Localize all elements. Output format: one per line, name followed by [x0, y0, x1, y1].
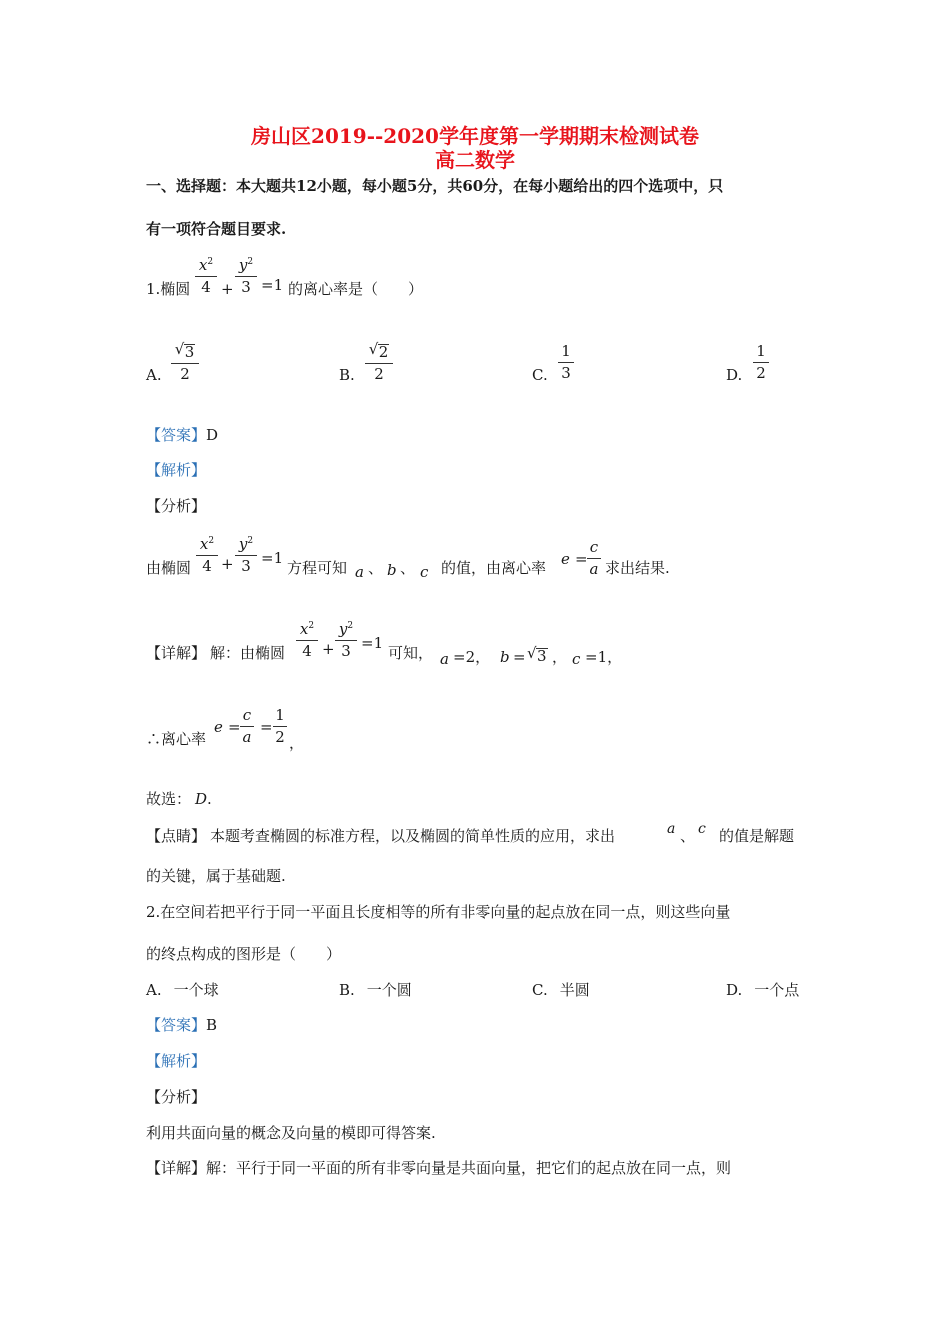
e-symbol: e [214, 718, 223, 736]
document-subtitle: 高二数学 [435, 148, 515, 172]
q1-plus: + [221, 280, 234, 298]
fenxi-rhs: =1 [261, 549, 284, 567]
detail-c-val: =1， [585, 648, 623, 666]
fenxi-sep2: 、 [400, 559, 416, 577]
fenxi-c: c [420, 563, 429, 581]
answer-label: 【答案】 [146, 1016, 207, 1034]
q1-choose-line [146, 792, 212, 807]
q1-answer [146, 428, 218, 443]
detail-frac-x: $x^2$ 4 [296, 622, 318, 659]
fenxi-plus: + [221, 555, 234, 573]
q1-option-c-value: 1 3 [558, 344, 574, 381]
q1-rhs: =1 [261, 276, 284, 294]
q1-option-b-letter[interactable]: B. [339, 366, 355, 384]
q2-option-a[interactable]: A. 一个球 [146, 981, 219, 999]
q1-option-c-letter[interactable]: C. [532, 366, 548, 384]
comment-label: 【点睛】 [146, 827, 207, 845]
e-eq: = [228, 718, 241, 736]
detail-pre: 解：由椭圆 [210, 644, 286, 662]
detail-rhs: =1 [361, 634, 384, 652]
section-heading-line1: 一、选择题：本大题共12小题，每小题5分，共60分，在每小题给出的四个选项中，只 [146, 177, 724, 195]
fenxi-b: b [387, 561, 397, 579]
therefore-text: ∴离心率 [146, 730, 207, 748]
fenxi-mid: 方程可知 [287, 559, 348, 577]
detail-c: c [572, 650, 581, 668]
e-frac-ca: c a [240, 708, 254, 745]
detail-mid: 可知， [388, 644, 434, 662]
comment-text1: 本题考查椭圆的标准方程，以及椭圆的简单性质的应用，求出 [210, 827, 616, 845]
q2-option-c[interactable]: C. 半圆 [532, 981, 590, 999]
choose-value: D [195, 790, 208, 808]
q1-option-d-value: 1 2 [753, 344, 769, 381]
detail-plus: + [322, 640, 335, 658]
detail-a-val: =2， [453, 648, 491, 666]
q1-suffix: 的离心率是（ ） [288, 280, 424, 298]
q1-prefix: 1.椭圆 [146, 280, 191, 298]
e-frac-half: 1 2 [273, 708, 287, 745]
answer-value: B [206, 1016, 218, 1034]
document-title: 房山区2019--2020学年度第一学期期末检测试卷 [251, 124, 699, 148]
q2-option-d[interactable]: D. 一个点 [726, 981, 800, 999]
comment-text2: 的值是解题 [719, 827, 795, 845]
e-end: ， [289, 734, 305, 752]
q2-detail-line [146, 1161, 731, 1176]
detail-a: a [440, 650, 449, 668]
q1-frac-y: $y^2$ 3 [235, 258, 257, 295]
q2-fenxi-text: 利用共面向量的概念及向量的模即可得答案. [146, 1124, 436, 1142]
fenxi-pre: 由椭圆 [146, 559, 192, 577]
q1-frac-x: $x^2$ 4 [195, 258, 217, 295]
detail-label: 【详解】 [146, 644, 207, 662]
q2-analysis-label: 【解析】 [146, 1052, 207, 1070]
fenxi-frac-x: $x^2$ 4 [196, 537, 218, 574]
fenxi-frac-y: $y^2$ 3 [235, 537, 257, 574]
comment-line2: 的关键，属于基础题. [146, 867, 286, 885]
question-2-stem-line2: 的终点构成的图形是（ ） [146, 945, 342, 963]
q1-option-b-value: √ 2 2 [365, 344, 393, 382]
q2-detail-text: 解：平行于同一平面的所有非零向量是共面向量，把它们的起点放在同一点，则 [206, 1159, 732, 1177]
q1-analysis-label: 【解析】 [146, 461, 207, 479]
section-heading-line2: 有一项符合题目要求. [146, 220, 287, 238]
question-2-stem-line1: 2.在空间若把平行于同一平面且长度相等的所有非零向量的起点放在同一点，则这些向量 [146, 903, 731, 921]
fenxi-mid2: 的值，由离心率 [441, 559, 547, 577]
comment-sep: 、 [680, 827, 696, 845]
q2-answer [146, 1018, 217, 1033]
fenxi-a: a [355, 563, 364, 581]
q2-fenxi-label: 【分析】 [146, 1088, 207, 1106]
q1-option-a-letter[interactable]: A. [146, 366, 162, 384]
e-eq2: = [260, 718, 273, 736]
detail-b: b [500, 648, 510, 666]
q1-fenxi-label: 【分析】 [146, 497, 207, 515]
fenxi-end: 求出结果. [605, 559, 670, 577]
fenxi-frac-ca: c a [587, 540, 601, 577]
detail-frac-y: $y^2$ 3 [335, 622, 357, 659]
choose-end: . [207, 790, 212, 808]
q1-option-d-letter[interactable]: D. [726, 366, 743, 384]
detail-b-end: ， [552, 648, 568, 666]
choose-pre: 故选： [146, 790, 192, 808]
detail-b-sqrt: √ 3 [527, 644, 547, 665]
detail-b-eq: = [513, 648, 526, 666]
comment-a: a [667, 821, 676, 837]
answer-label: 【答案】 [146, 426, 207, 444]
fenxi-e: e [561, 550, 570, 568]
fenxi-sep1: 、 [368, 559, 384, 577]
q2-option-b[interactable]: B. 一个圆 [339, 981, 412, 999]
q2-detail-label: 【详解】 [146, 1159, 207, 1177]
q1-option-a-value: √ 3 2 [171, 344, 199, 382]
answer-value: D [206, 426, 219, 444]
comment-c: c [698, 821, 706, 837]
fenxi-eq: = [575, 550, 588, 568]
